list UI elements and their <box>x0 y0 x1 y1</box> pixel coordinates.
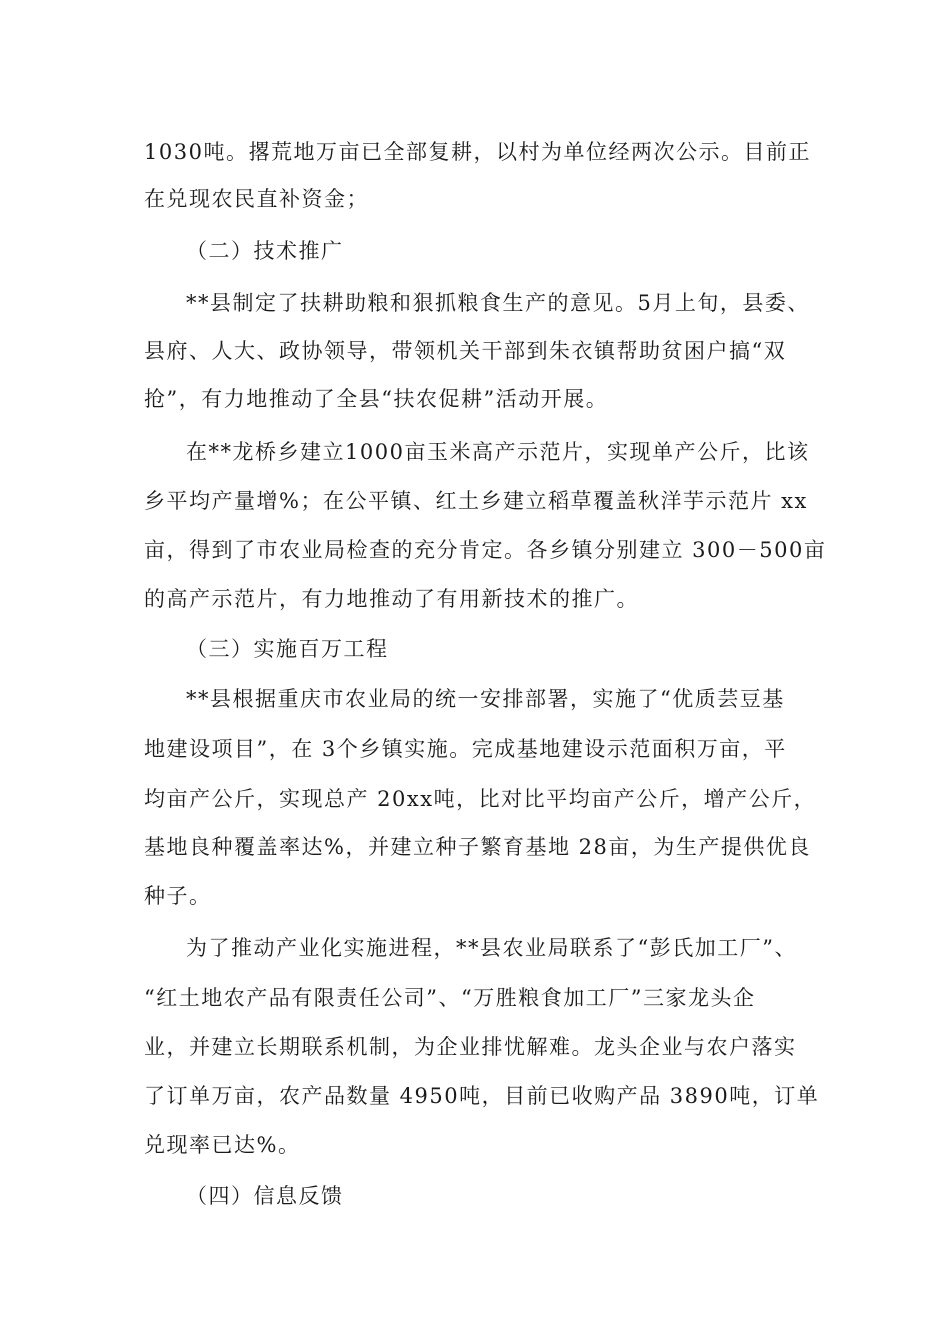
body-line: 了订单万亩，农产品数量 4950吨，目前已收购产品 3890吨，订单 <box>144 1084 820 1108</box>
body-line: 抢”，有力地推动了全县“扶农促耕”活动开展。 <box>144 387 609 411</box>
body-line: 种子。 <box>144 884 212 908</box>
section-heading: （三）实施百万工程 <box>186 637 389 661</box>
body-line: “红土地农产品有限责任公司”、“万胜粮食加工厂”三家龙头企 <box>144 986 756 1010</box>
body-line: 的高产示范片，有力地推动了有用新技术的推广。 <box>144 587 639 611</box>
body-line: 为了推动产业化实施进程，**县农业局联系了“彭氏加工厂”、 <box>186 936 797 960</box>
body-line: 1030吨。撂荒地万亩已全部复耕，以村为单位经两次公示。目前正 <box>144 140 811 164</box>
body-line: 亩，得到了市农业局检查的充分肯定。各乡镇分别建立 300－500亩 <box>144 538 827 562</box>
section-heading: （四）信息反馈 <box>186 1184 344 1208</box>
body-line: 县府、人大、政协领导，带领机关干部到朱衣镇帮助贫困户搞“双 <box>144 339 787 363</box>
body-line: 均亩产公斤，实现总产 20xx吨，比对比平均亩产公斤，增产公斤， <box>144 787 817 811</box>
body-line: 乡平均产量增%；在公平镇、红土乡建立稻草覆盖秋洋芋示范片 xx <box>144 489 808 513</box>
body-line: **县根据重庆市农业局的统一安排部署，实施了“优质芸豆基 <box>186 687 785 711</box>
body-line: 在兑现农民直补资金； <box>144 187 369 211</box>
body-line: 基地良种覆盖率达%，并建立种子繁育基地 28亩，为生产提供优良 <box>144 835 811 859</box>
body-line: 地建设项目”，在 3个乡镇实施。完成基地建设示范面积万亩，平 <box>144 737 787 761</box>
section-heading: （二）技术推广 <box>186 239 344 263</box>
body-line: 在**龙桥乡建立1000亩玉米高产示范片，实现单产公斤，比该 <box>186 440 810 464</box>
body-line: **县制定了扶耕助粮和狠抓粮食生产的意见。5月上旬，县委、 <box>186 291 810 315</box>
body-line: 业，并建立长期联系机制，为企业排忧解难。龙头企业与农户落实 <box>144 1035 797 1059</box>
body-line: 兑现率已达%。 <box>144 1133 301 1157</box>
